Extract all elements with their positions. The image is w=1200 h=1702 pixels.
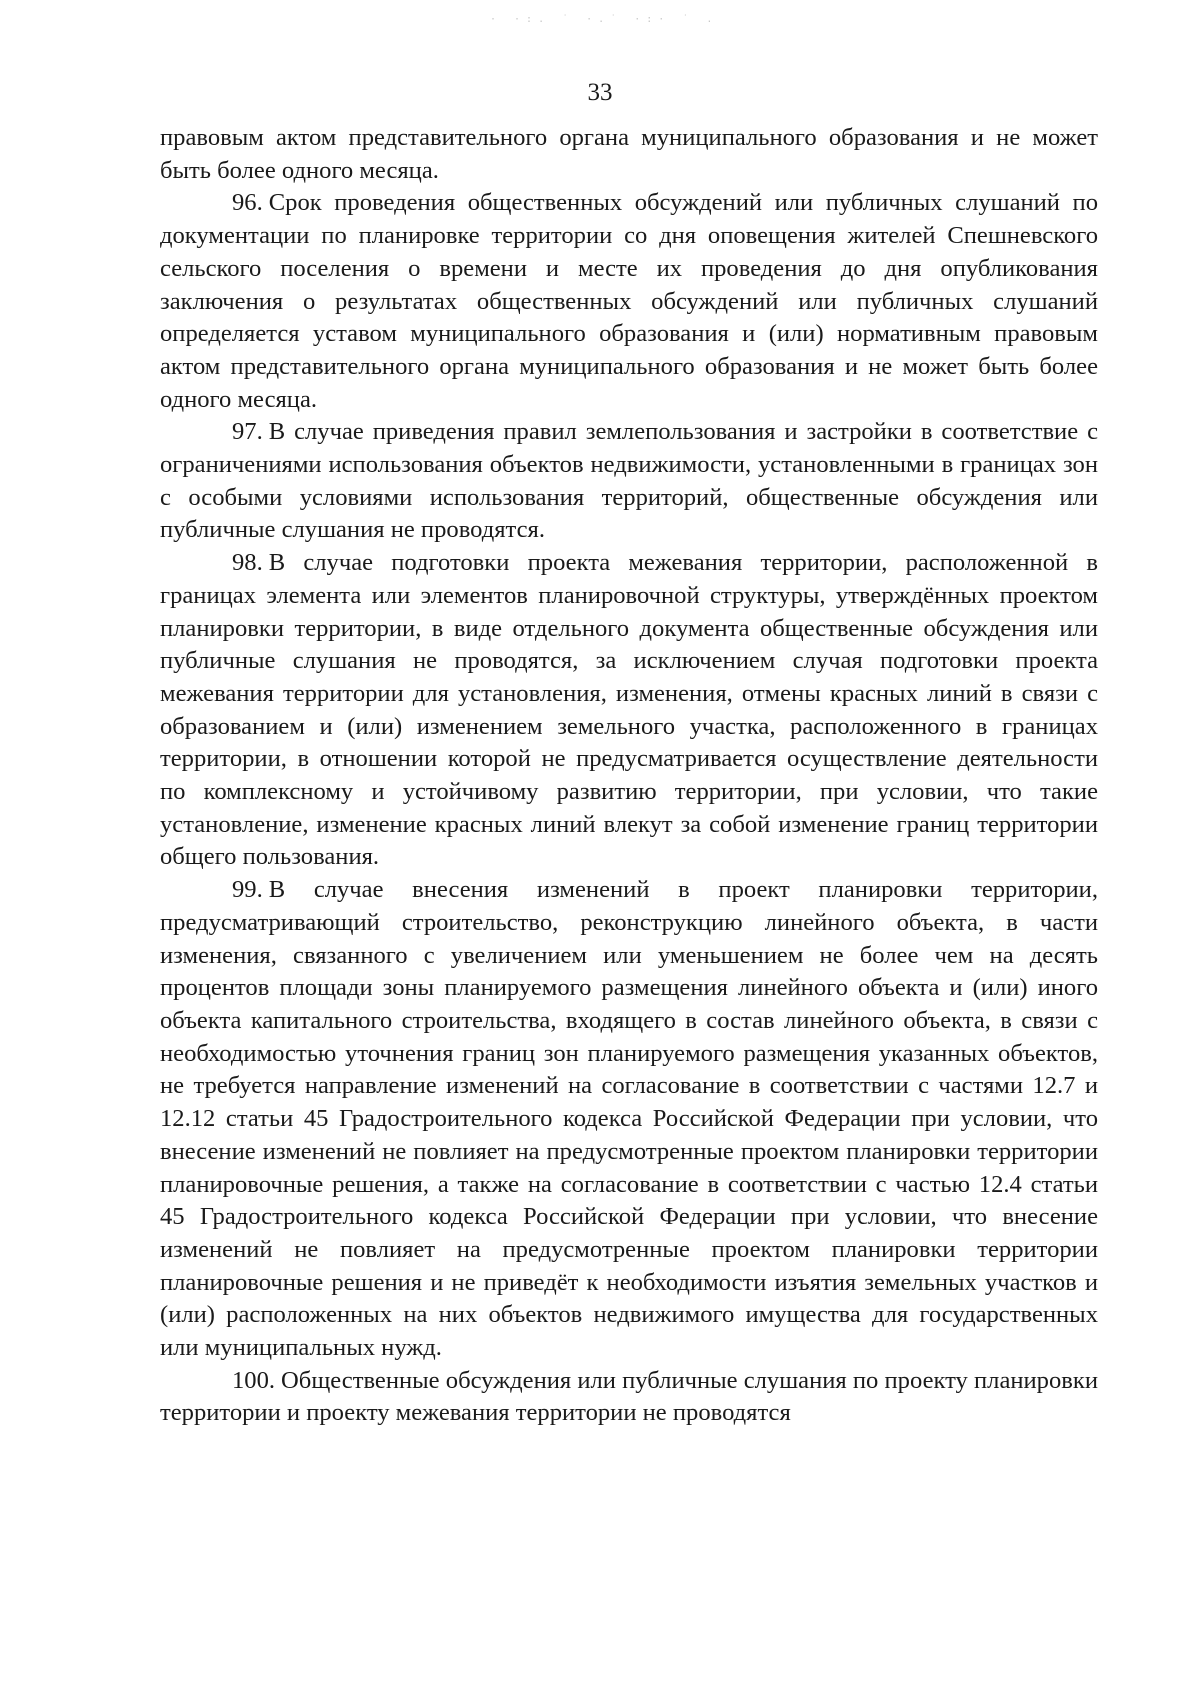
paragraph-97 <box>160 416 1098 547</box>
document-body <box>160 122 1098 1430</box>
scan-artifact: · ·:. ˙ ·.˙ ·:· ˙ . <box>490 14 719 25</box>
paragraph-number: 99. <box>232 876 263 904</box>
paragraph-number: 98. <box>232 549 263 577</box>
paragraph-continuation <box>160 122 1098 187</box>
page-number: 33 <box>587 79 613 106</box>
paragraph-text: Общественные обсуждения или публичные слушания по проекту планировки территории и проекту межевания территории не проводятся <box>160 1366 1098 1427</box>
paragraph-text: В случае подготовки проекта межевания территории, расположенной в границах элемента или элементов планировочной структуры, утверждённых проектом планировки территории, в виде отдельного документа общественные обсуждения или публичные слушания не проводятся, за исключением случая подготовки проекта межевания территории для установления, изменения, отмены красных линий в связи с образованием и (или) изменением земельного участка, расположенного в границах территории, в отношении которой не предусматривается осуществление деятельности по комплексному и устойчивому развитию территории, при условии, что такие установление, изменение красных линий влекут за собой изменение границ территории общего пользования. <box>160 549 1098 871</box>
paragraph-text: правовым актом представительного органа муниципального образования и не может быть более одного месяца. <box>160 124 1098 184</box>
paragraph-text: Срок проведения общественных обсуждений или публичных слушаний по документации по планировке территории со дня оповещения жителей Спешневского сельского поселения о времени и месте их проведения до дня опубликования заключения о результатах общественных обсуждений или публичных слушаний определяется уставом муниципального образования и (или) нормативным правовым актом представительного органа муниципального образования и не может быть более одного месяца. <box>160 189 1098 413</box>
paragraph-number: 100. <box>232 1366 276 1394</box>
paragraph-96 <box>160 187 1098 416</box>
paragraph-text: В случае внесения изменений в проект планировки территории, предусматривающий строительство, реконструкцию линейного объекта, в части изменения, связанного с увеличением или уменьшением не более чем на десять процентов площади зоны планируемого размещения линейного объекта и (или) иного объекта капитального строительства, входящего в состав линейного объекта, в связи с необходимостью уточнения границ зон планируемого размещения указанных объектов, не требуется направление изменений на согласование в соответствии с частями 12.7 и 12.12 статьи 45 Градостроительного кодекса Российской Федерации при условии, что внесение изменений не повлияет на предусмотренные проектом планировки территории планировочные решения, а также на согласование в соответствии с частью 12.4 статьи 45 Градостроительного кодекса Российской Федерации при условии, что внесение изменений не повлияет на предусмотренные проектом планировки территории планировочные решения и не приведёт к необходимости изъятия земельных участков и (или) расположенных на них объектов недвижимого имущества для государственных или муниципальных нужд. <box>160 876 1098 1362</box>
paragraph-number: 97. <box>232 418 263 446</box>
paragraph-100 <box>160 1365 1098 1430</box>
paragraph-99 <box>160 874 1098 1365</box>
paragraph-98 <box>160 547 1098 874</box>
paragraph-number: 96. <box>232 189 263 217</box>
paragraph-text: В случае приведения правил землепользования и застройки в соответствие с ограничениями использования объектов недвижимости, установленными в границах зон с особыми условиями использования территорий, общественные обсуждения или публичные слушания не проводятся. <box>160 418 1098 544</box>
